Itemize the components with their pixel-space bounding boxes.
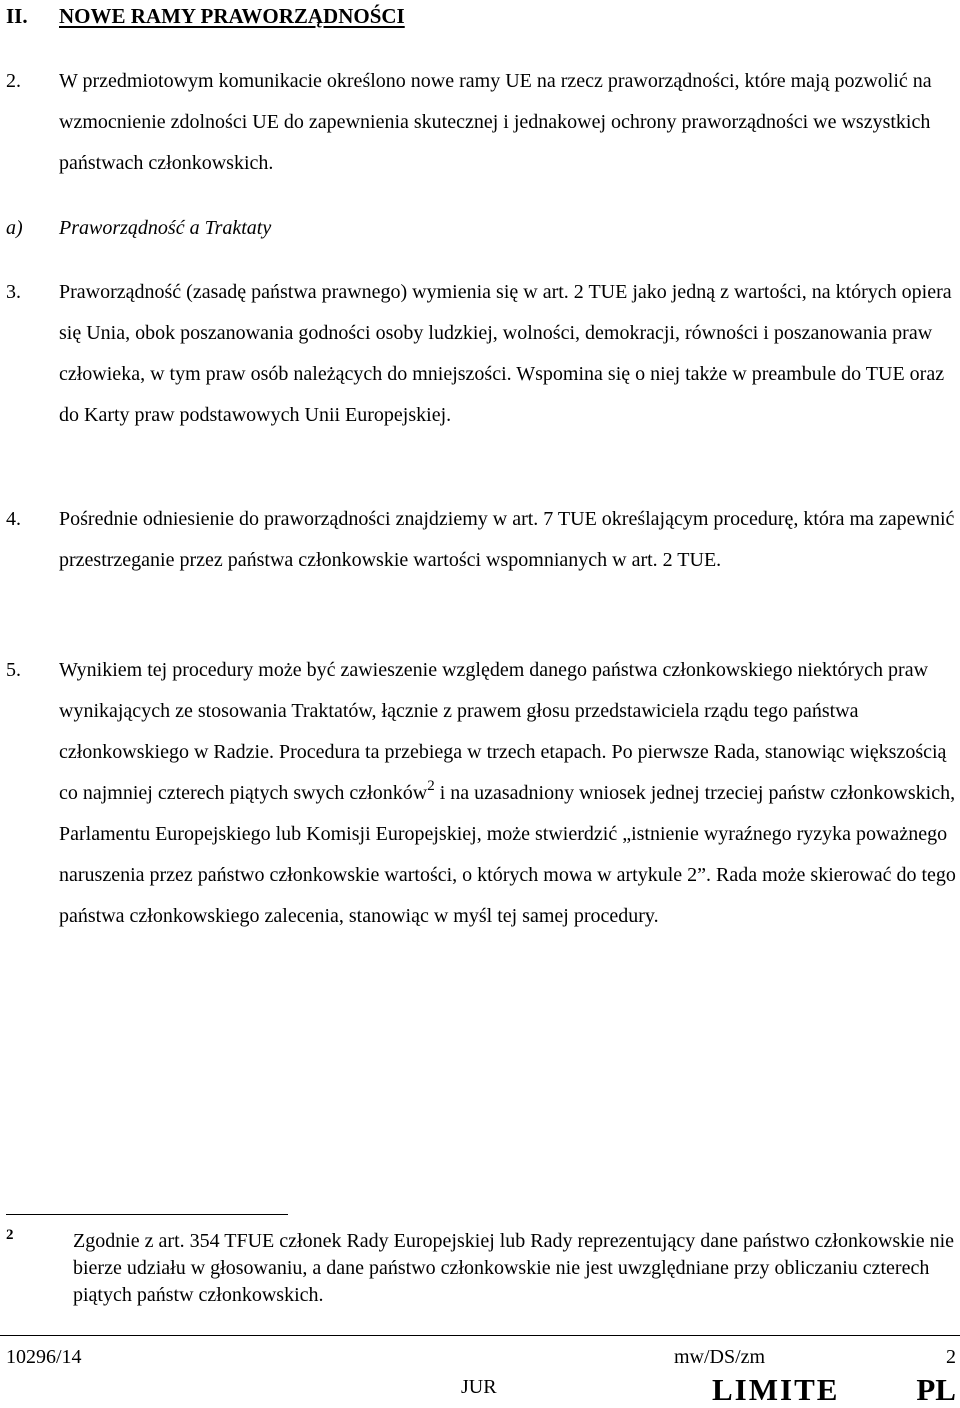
footnote-mark: 2 bbox=[6, 1227, 14, 1243]
author-reference: mw/DS/zm bbox=[674, 1346, 766, 1368]
paragraph-number: 5. bbox=[6, 659, 21, 681]
paragraph-text: W przedmiotowym komunikacie określono nowe ramy UE na rzecz praworządności, które mają pozwolić na wzmocnienie zdolności UE do zapewnienia skutecznej i jednakowej ochrony praworządności we wszystkich państwach członkowskich. bbox=[59, 70, 932, 174]
paragraph-number: 2. bbox=[6, 70, 21, 92]
footnote-reference[interactable]: 2 bbox=[427, 778, 435, 794]
footer-separator bbox=[0, 1335, 960, 1336]
footnote bbox=[6, 1228, 956, 1309]
department-code: JUR bbox=[461, 1376, 497, 1398]
paragraph-text: Pośrednie odniesienie do praworządności znajdziemy w art. 7 TUE określającym procedurę, która ma zapewnić przestrzeganie przez państwa członkowskie wartości wspomnianych w art. 2 TUE. bbox=[59, 508, 955, 571]
language-code: PL bbox=[916, 1372, 956, 1407]
subsection-letter: a) bbox=[6, 217, 23, 239]
document-number: 10296/14 bbox=[6, 1346, 82, 1368]
paragraph-2 bbox=[6, 61, 956, 184]
section-heading bbox=[6, 2, 405, 30]
footer bbox=[6, 1341, 956, 1373]
subsection-heading bbox=[6, 208, 271, 249]
footer-classification-row bbox=[6, 1372, 956, 1406]
footnote-text: Zgodnie z art. 354 TFUE członek Rady Europejskiej lub Rady reprezentujący dane państwo członkowskie nie bierze udziału w głosowaniu, a dane państwo członkowskie nie jest uwzględniane przy obliczaniu czterech piątych państw członkowskich. bbox=[73, 1230, 955, 1306]
footnote-separator bbox=[6, 1214, 288, 1215]
paragraph-4 bbox=[6, 499, 956, 581]
paragraph-text bbox=[59, 650, 956, 937]
section-number: II. bbox=[6, 4, 28, 28]
paragraph-5 bbox=[6, 650, 956, 937]
paragraph-text: Praworządność (zasadę państwa prawnego) wymienia się w art. 2 TUE jako jedną z wartości, na których opiera się Unia, obok poszanowania godności osoby ludzkiej, wolności, demokracji, równości i poszanowania praw człowieka, w tym praw osób należących do mniejszości. Wspomina się o niej także w preambule do TUE oraz do Karty praw podstawowych Unii Europejskiej. bbox=[59, 281, 952, 426]
classification-marking: LIMITE bbox=[712, 1372, 840, 1407]
section-title: NOWE RAMY PRAWORZĄDNOŚCI bbox=[59, 4, 405, 28]
paragraph-number: 4. bbox=[6, 508, 21, 530]
paragraph-number: 3. bbox=[6, 281, 21, 303]
paragraph-text-part1: Wynikiem tej procedury może być zawieszenie względem danego państwa członkowskiego niektórych praw wynikających ze stosowania Traktatów, łącznie z prawem głosu przedstawiciela rządu tego państwa członkowskiego w Radzie. Procedura ta przebiega w trzech etapach. Po pierwsze Rada, stanowiąc większością co najmniej czterech piątych swych członków bbox=[59, 659, 947, 804]
subsection-title: Praworządność a Traktaty bbox=[59, 217, 272, 239]
page-number: 2 bbox=[946, 1346, 956, 1368]
paragraph-3 bbox=[6, 272, 956, 436]
paragraph-text-part2: i na uzasadniony wniosek jednej trzeciej państw członkowskich, Parlamentu Europejskiego lub Komisji Europejskiej, może stwierdzić „istnienie wyraźnego ryzyka poważnego naruszenia przez państwo członkowskie wartości, o których mowa w artykule 2”. Rada może skierować do tego państwa członkowskiego zalecenia, stanowiąc w myśl tej samej procedury. bbox=[59, 782, 956, 927]
